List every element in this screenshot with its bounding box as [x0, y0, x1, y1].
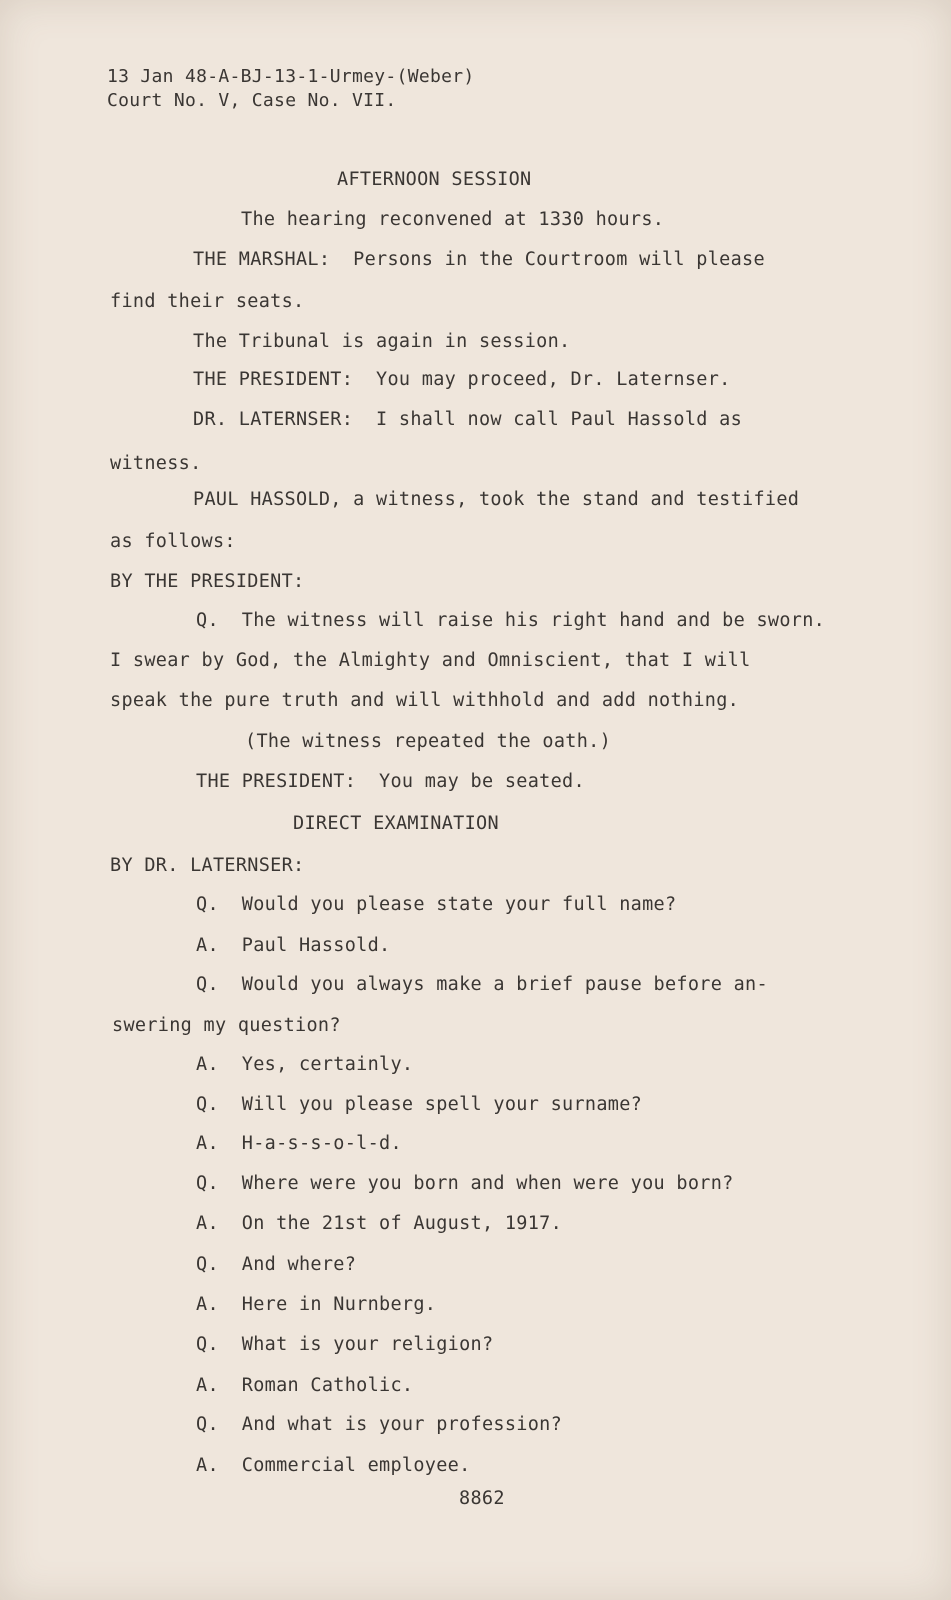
section-heading: DIRECT EXAMINATION [293, 813, 499, 834]
qa-text: H-a-s-s-o-l-d. [241, 1133, 402, 1154]
session-title: AFTERNOON SESSION [337, 169, 532, 190]
qa-text: Here in Nurnberg. [241, 1294, 437, 1315]
qa-mark: A. [196, 1294, 219, 1315]
qa-text: On the 21st of August, 1917. [241, 1213, 563, 1234]
qa-item [196, 1296, 436, 1315]
qa-text: And where? [241, 1254, 357, 1275]
question-text: The witness will raise his right hand and be sworn. [241, 610, 826, 631]
qa-mark: A. [196, 1375, 219, 1396]
president-statement [196, 773, 585, 792]
qa-item [196, 1175, 734, 1194]
qa-mark: Q. [196, 1334, 219, 1355]
speaker-label: THE MARSHAL: [193, 249, 331, 270]
qa-text: Where were you born and when were you born? [241, 1173, 734, 1194]
qa-text: Paul Hassold. [241, 935, 391, 956]
header-court: Court No. V, Case No. VII. [107, 90, 397, 111]
qa-mark: Q. [196, 1254, 219, 1275]
qa-item [196, 1457, 471, 1476]
qa-mark: A. [196, 1213, 219, 1234]
reconvened-note: The hearing reconvened at 1330 hours. [241, 209, 665, 230]
qa-text: What is your religion? [241, 1334, 494, 1355]
statement-continuation: find their seats. [110, 291, 305, 312]
qa-mark: A. [196, 1054, 219, 1075]
qa-text: Will you please spell your surname? [241, 1094, 643, 1115]
qa-item [196, 1416, 562, 1435]
tribunal-session-note: The Tribunal is again in session. [193, 331, 571, 352]
qa-item [196, 1336, 493, 1355]
qa-mark: Q. [196, 974, 219, 995]
qa-item [196, 976, 768, 995]
statement-text: You may proceed, Dr. Laternser. [376, 369, 731, 390]
qa-mark: Q. [196, 1414, 219, 1435]
examiner-heading: BY DR. LATERNSER: [110, 855, 305, 876]
qa-mark: Q. [196, 1094, 219, 1115]
witness-intro-continuation: as follows: [110, 531, 236, 552]
statement-continuation: witness. [110, 453, 202, 474]
examiner-heading: BY THE PRESIDENT: [110, 571, 305, 592]
qa-item [196, 1215, 562, 1234]
president-statement [193, 371, 731, 390]
stage-direction: (The witness repeated the oath.) [245, 731, 612, 752]
qa-item [196, 1056, 413, 1075]
oath-question [196, 612, 825, 631]
qa-item [196, 1256, 356, 1275]
qa-text: Would you always make a brief pause before an- [241, 974, 768, 995]
qa-item [196, 1377, 413, 1396]
qa-mark: Q. [196, 1173, 219, 1194]
marshal-statement [193, 251, 765, 270]
speaker-label: THE PRESIDENT: [196, 771, 357, 792]
qa-text: Commercial employee. [241, 1455, 471, 1476]
qa-mark: A. [196, 1455, 219, 1476]
header-reference: 13 Jan 48-A-BJ-13-1-Urmey-(Weber) [107, 66, 475, 87]
speaker-label: THE PRESIDENT: [193, 369, 354, 390]
statement-text: Persons in the Courtroom will please [353, 249, 765, 270]
qa-text: Would you please state your full name? [241, 894, 677, 915]
statement-text: You may be seated. [379, 771, 585, 792]
qa-item [196, 937, 390, 956]
qa-text: Yes, certainly. [241, 1054, 414, 1075]
qa-mark: Q. [196, 894, 219, 915]
question-mark: Q. [196, 610, 219, 631]
speaker-label: DR. LATERNSER: [193, 409, 354, 430]
qa-text: Roman Catholic. [241, 1375, 414, 1396]
qa-item [196, 1135, 402, 1154]
laternser-statement [193, 411, 742, 430]
oath-text: speak the pure truth and will withhold and add nothing. [110, 690, 740, 711]
page-number: 8862 [459, 1488, 505, 1509]
qa-item [196, 896, 676, 915]
qa-mark: A. [196, 1133, 219, 1154]
qa-continuation: swering my question? [112, 1015, 341, 1036]
statement-text: I shall now call Paul Hassold as [376, 409, 743, 430]
oath-text: I swear by God, the Almighty and Omniscient, that I will [110, 650, 751, 671]
qa-item [196, 1096, 642, 1115]
qa-mark: A. [196, 935, 219, 956]
witness-intro: PAUL HASSOLD, a witness, took the stand and testified [193, 489, 800, 510]
qa-text: And what is your profession? [241, 1414, 563, 1435]
